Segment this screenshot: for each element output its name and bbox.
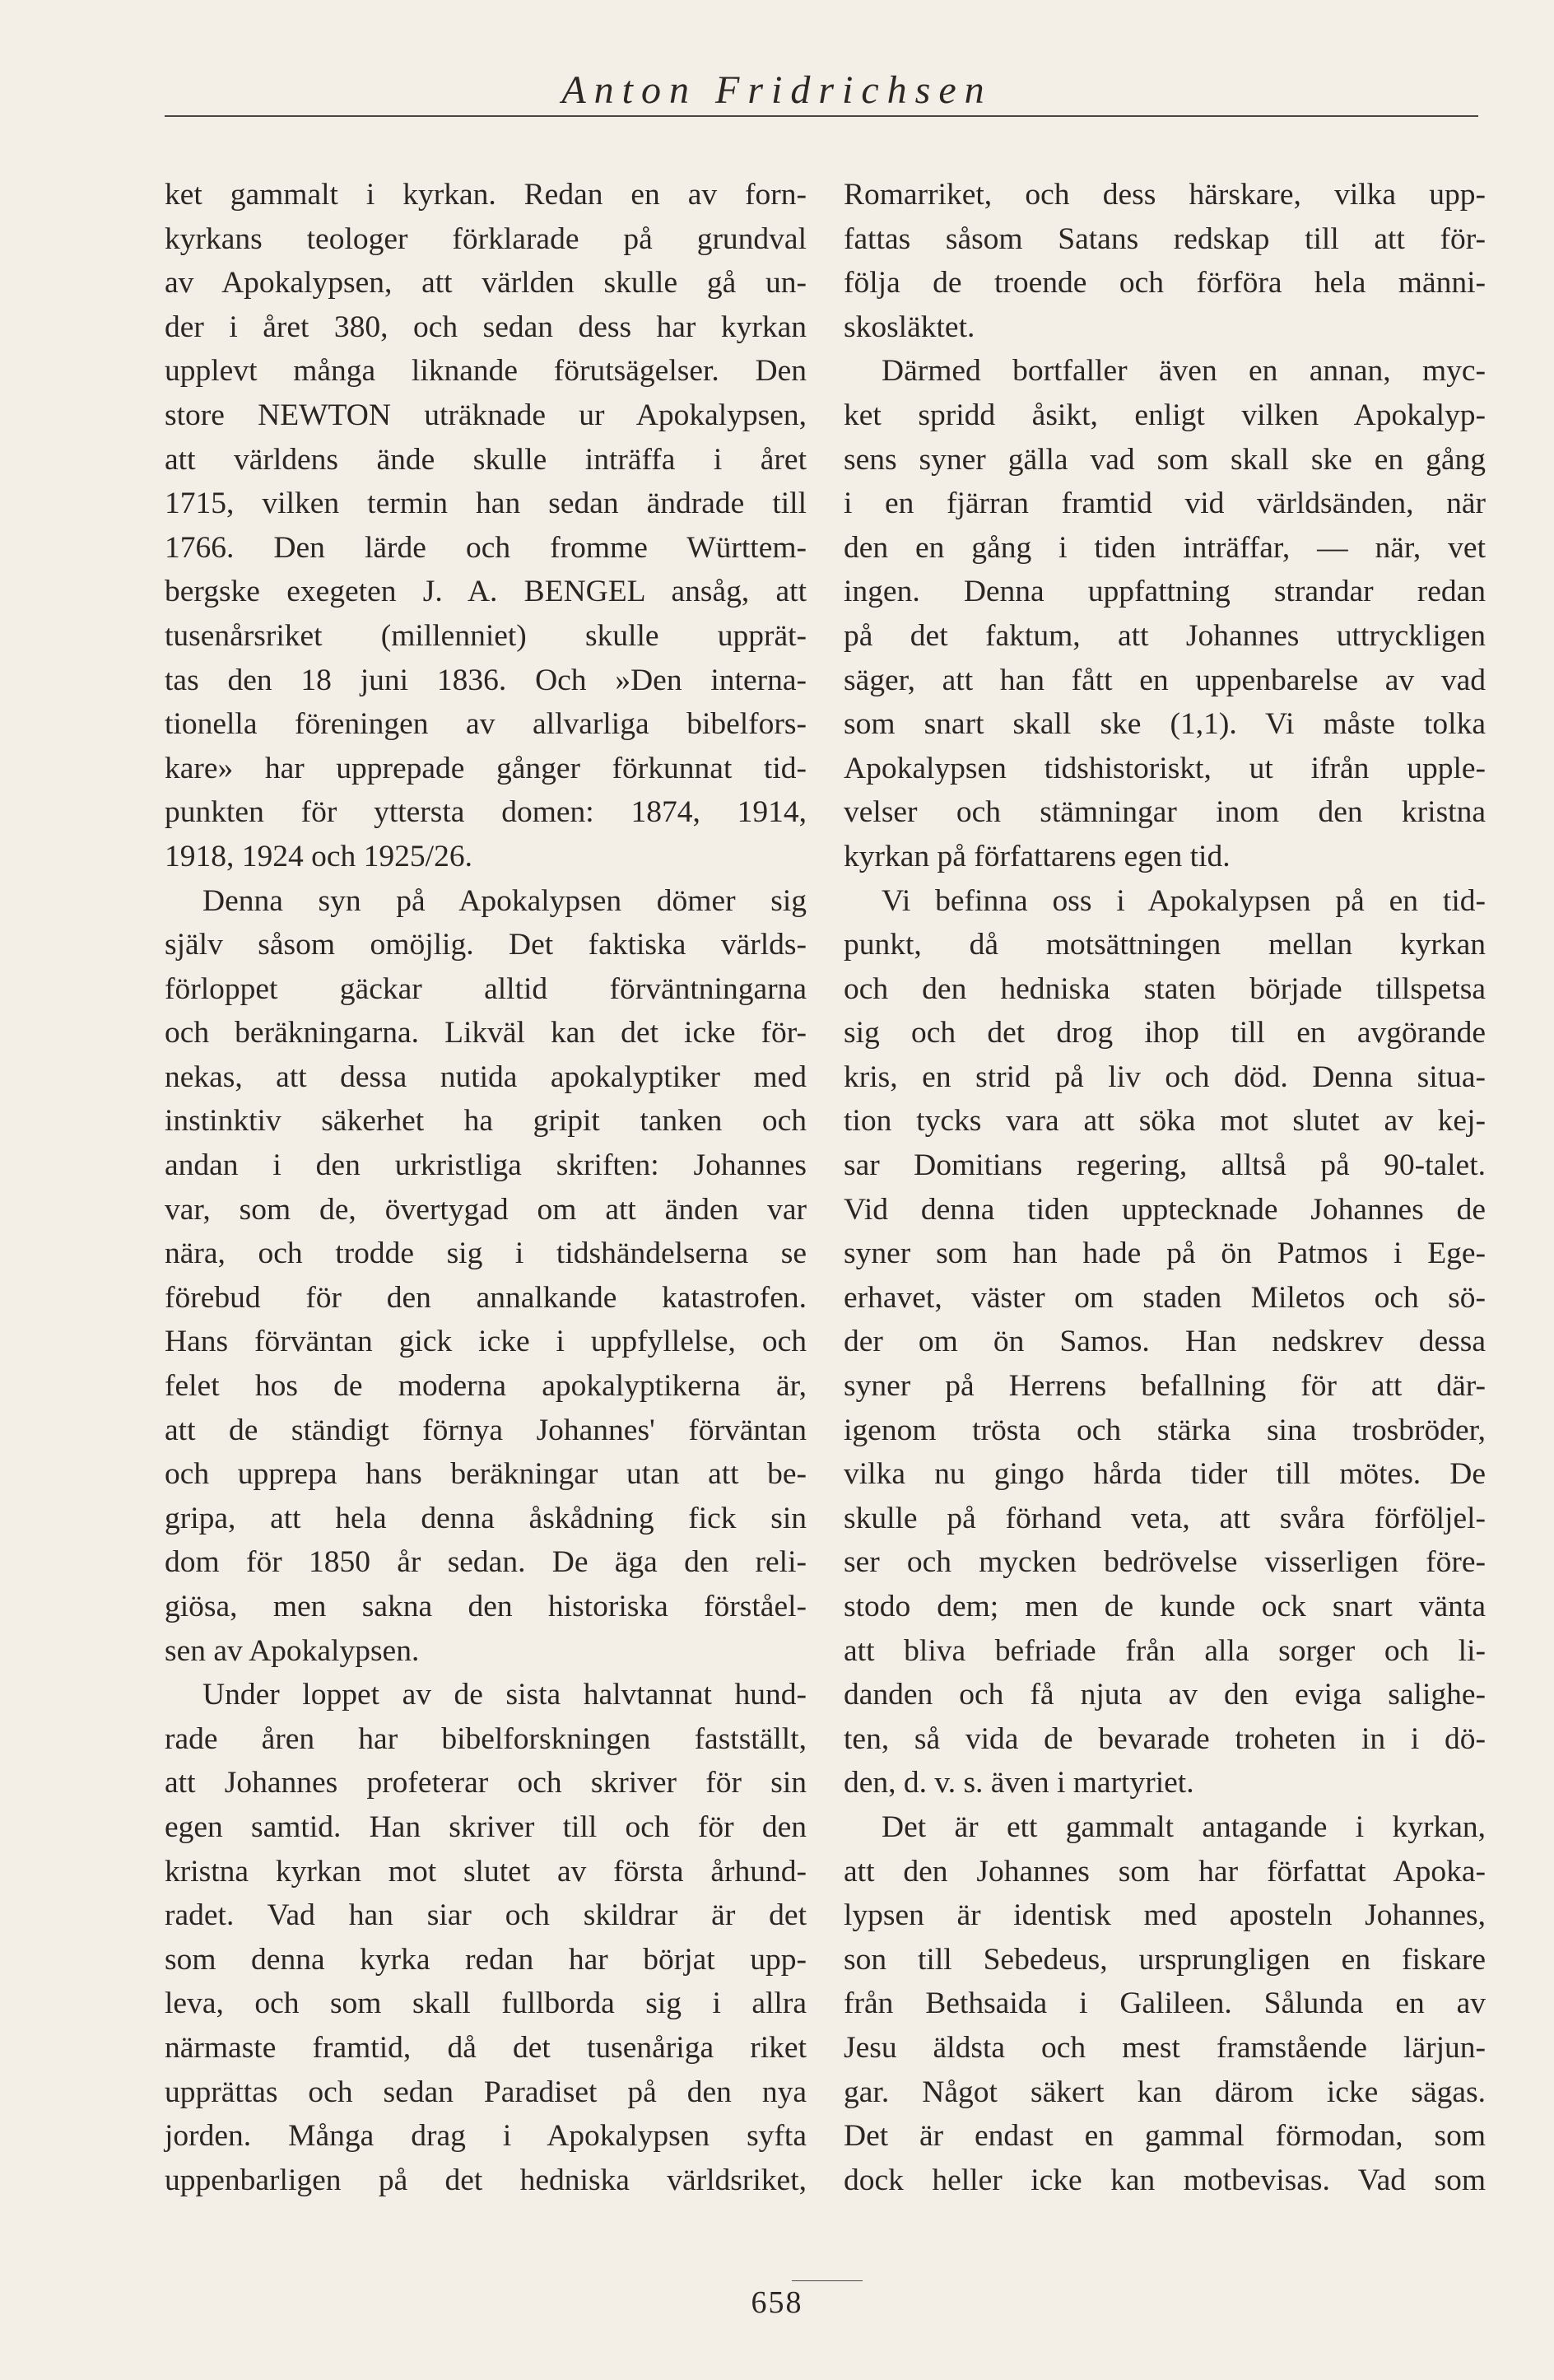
right-column-line: att bliva befriade från alla sorger och li-: [844, 1633, 1486, 1668]
right-column-line: Apokalypsen tidshistoriskt, ut ifrån upple-: [844, 751, 1486, 785]
right-column-line: ser och mycken bedrövelse visserligen före-: [844, 1545, 1486, 1580]
left-column-line: andan i den urkristliga skriften: Johannes: [165, 1148, 807, 1183]
right-column-line: den en gång i tiden inträffar, — när, vet: [844, 530, 1486, 565]
right-column-line: danden och få njuta av den eviga salighe-: [844, 1678, 1486, 1712]
left-column-line: der i året 380, och sedan dess har kyrkan: [165, 310, 807, 344]
right-column-line: lypsen är identisk med aposteln Johannes,: [844, 1898, 1486, 1933]
right-column-line: fattas såsom Satans redskap till att för-: [844, 221, 1486, 256]
running-header: Anton Fridrichsen: [561, 68, 993, 112]
left-column-line: uppenbarligen på det hedniska världsriket,: [165, 2163, 807, 2197]
right-column-line: igenom trösta och stärka sina trosbröder,: [844, 1413, 1486, 1447]
right-column-line: Det är endast en gammal förmodan, som: [844, 2119, 1486, 2154]
right-column-line: ket spridd åsikt, enligt vilken Apokalyp-: [844, 398, 1486, 432]
right-column-line: stodo dem; men de kunde ock snart vänta: [844, 1590, 1486, 1623]
right-column-line: Det är ett gammalt antagande i kyrkan,: [882, 1809, 1486, 1844]
left-column-line: store NEWTON uträknade ur Apokalypsen,: [165, 398, 807, 432]
right-column-line: på det faktum, att Johannes uttryckligen: [844, 618, 1486, 653]
left-column-line: radet. Vad han siar och skildrar är det: [165, 1898, 807, 1933]
right-column-line: kyrkan på författarens egen tid.: [844, 839, 1231, 873]
left-column-line: att de ständigt förnya Johannes' förväntan: [165, 1413, 807, 1447]
left-column-line: att Johannes profeterar och skriver för sin: [165, 1766, 807, 1800]
left-column-line: gripa, att hela denna åskådning fick sin: [165, 1501, 807, 1535]
right-column-line: sig och det drog ihop till en avgörande: [844, 1016, 1486, 1050]
left-column-line: bergske exegeten J. A. BENGEL ansåg, att: [165, 575, 807, 609]
left-column-line: leva, och som skall fullborda sig i allra: [165, 1986, 807, 2021]
left-column-line: Under loppet av de sista halvtannat hund-: [202, 1678, 807, 1712]
left-column-line: som denna kyrka redan har börjat upp-: [165, 1942, 807, 1977]
right-column-line: vilka nu gingo hårda tider till mötes. De: [844, 1457, 1486, 1492]
left-column-line: instinktiv säkerhet ha gripit tanken och: [165, 1104, 807, 1139]
left-column-line: ket gammalt i kyrkan. Redan en av forn-: [165, 178, 807, 212]
right-column-line: att den Johannes som har författat Apoka-: [844, 1854, 1486, 1889]
left-column-line: Hans förväntan gick icke i uppfyllelse, och: [165, 1325, 807, 1359]
right-column-line: skosläktet.: [844, 310, 975, 344]
right-column-line: följa de troende och förföra hela männi-: [844, 266, 1486, 300]
right-column-line: Därmed bortfaller även en annan, myc-: [882, 354, 1486, 389]
right-column-line: i en fjärran framtid vid världsänden, när: [844, 487, 1486, 521]
right-column-line: som snart skall ske (1,1). Vi måste tolka: [844, 707, 1486, 742]
left-column-line: var, som de, övertygad om att änden var: [165, 1192, 807, 1227]
left-column-line: 1918, 1924 och 1925/26.: [165, 839, 472, 873]
left-column-line: närmaste framtid, då det tusenåriga riket: [165, 2030, 807, 2065]
left-column-line: tionella föreningen av allvarliga bibelfors-: [165, 707, 807, 742]
left-column-line: kristna kyrkan mot slutet av första århund-: [165, 1854, 807, 1889]
right-column-line: gar. Något säkert kan därom icke sägas.: [844, 2075, 1486, 2109]
left-column-line: upprättas och sedan Paradiset på den nya: [165, 2075, 807, 2109]
right-column-line: erhavet, väster om staden Miletos och sö-: [844, 1280, 1486, 1315]
right-column-line: och den hedniska staten började tillspetsa: [844, 971, 1486, 1006]
right-column-line: säger, att han fått en uppenbarelse av vad: [844, 663, 1486, 697]
right-column-line: skulle på förhand veta, att svåra förföljel-: [844, 1501, 1486, 1535]
left-column-line: dom för 1850 år sedan. De äga den reli-: [165, 1545, 807, 1580]
left-column-line: 1766. Den lärde och fromme Württem-: [165, 530, 807, 565]
right-column-line: ten, så vida de bevarade troheten in i dö-: [844, 1721, 1486, 1756]
left-column-line: nekas, att dessa nutida apokalyptiker med: [165, 1060, 807, 1094]
right-column-line: Jesu äldsta och mest framstående lärjun-: [844, 2030, 1486, 2065]
page-number: 658: [751, 2285, 803, 2320]
left-column-line: att världens ände skulle inträffa i året: [165, 442, 807, 477]
left-column: [165, 173, 807, 2202]
folio-rule: [792, 2280, 863, 2281]
left-column-line: sen av Apokalypsen.: [165, 1633, 420, 1668]
right-column-line: Romarriket, och dess härskare, vilka upp-: [844, 178, 1486, 212]
left-column-line: och beräkningarna. Likväl kan det icke för-: [165, 1016, 807, 1050]
right-column-line: punkt, då motsättningen mellan kyrkan: [844, 928, 1486, 962]
right-column-line: dock heller icke kan motbevisas. Vad som: [844, 2163, 1486, 2197]
left-column-line: punkten för yttersta domen: 1874, 1914,: [165, 795, 807, 830]
right-column-line: Vi befinna oss i Apokalypsen på en tid-: [882, 883, 1486, 918]
left-column-line: och upprepa hans beräkningar utan att be-: [165, 1457, 807, 1492]
left-column-line: giösa, men sakna den historiska förståel-: [165, 1590, 807, 1623]
right-column-line: syner på Herrens befallning för att där-: [844, 1369, 1486, 1404]
left-column-line: kyrkans teologer förklarade på grundval: [165, 221, 807, 256]
left-column-line: av Apokalypsen, att världen skulle gå un-: [165, 266, 807, 300]
right-column: [844, 173, 1486, 2202]
left-column-line: nära, och trodde sig i tidshändelserna se: [165, 1237, 807, 1271]
left-column-line: upplevt många liknande förutsägelser. Den: [165, 354, 807, 389]
right-column-line: son till Sebedeus, ursprungligen en fiskare: [844, 1942, 1486, 1977]
right-column-line: velser och stämningar inom den kristna: [844, 795, 1486, 830]
left-column-line: förloppet gäckar alltid förväntningarna: [165, 971, 807, 1006]
right-column-line: sar Domitians regering, alltså på 90-talet.: [844, 1148, 1486, 1183]
right-column-line: syner som han hade på ön Patmos i Ege-: [844, 1237, 1486, 1271]
right-column-line: sens syner gälla vad som skall ske en gång: [844, 442, 1486, 477]
left-column-line: Denna syn på Apokalypsen dömer sig: [202, 883, 807, 918]
right-column-line: Vid denna tiden upptecknade Johannes de: [844, 1192, 1486, 1227]
right-column-line: från Bethsaida i Galileen. Sålunda en av: [844, 1986, 1486, 2021]
left-column-line: tusenårsriket (millenniet) skulle upprät-: [165, 618, 807, 653]
right-column-line: kris, en strid på liv och död. Denna situa-: [844, 1060, 1486, 1094]
right-column-line: tion tycks vara att söka mot slutet av kej-: [844, 1104, 1486, 1139]
left-column-line: förebud för den annalkande katastrofen.: [165, 1280, 807, 1315]
left-column-line: kare» har upprepade gånger förkunnat tid-: [165, 751, 807, 785]
left-column-line: 1715, vilken termin han sedan ändrade till: [165, 487, 807, 521]
left-column-line: själv såsom omöjlig. Det faktiska världs-: [165, 928, 807, 962]
right-column-line: der om ön Samos. Han nedskrev dessa: [844, 1325, 1486, 1359]
left-column-line: egen samtid. Han skriver till och för den: [165, 1809, 807, 1844]
left-column-line: jorden. Många drag i Apokalypsen syfta: [165, 2119, 807, 2154]
left-column-line: felet hos de moderna apokalyptikerna är,: [165, 1369, 807, 1404]
right-column-line: ingen. Denna uppfattning strandar redan: [844, 575, 1486, 609]
header-rule: [165, 115, 1478, 117]
left-column-line: tas den 18 juni 1836. Och »Den interna-: [165, 663, 807, 697]
right-column-line: den, d. v. s. även i martyriet.: [844, 1766, 1194, 1800]
left-column-line: rade åren har bibelforskningen fastställt,: [165, 1721, 807, 1756]
